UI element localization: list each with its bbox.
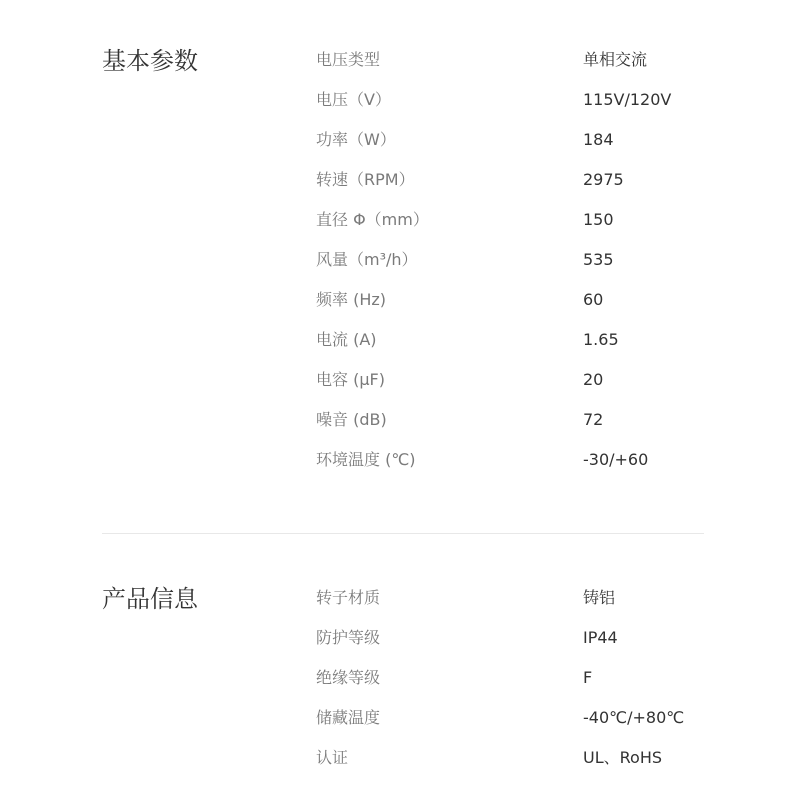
spec-row-storage-temperature — [0, 698, 800, 738]
spec-row-voltage — [0, 80, 800, 120]
spec-value: 20 — [583, 370, 604, 389]
spec-value: 铸铝 — [583, 588, 616, 607]
spec-row-power — [0, 120, 800, 160]
spec-value: F — [583, 668, 593, 687]
spec-label: 直径 Φ（mm） — [316, 210, 429, 229]
spec-label: 风量（m³/h） — [316, 250, 418, 269]
spec-label: 功率（W） — [316, 130, 396, 149]
spec-value: 535 — [583, 250, 614, 269]
spec-label: 认证 — [316, 748, 349, 767]
spec-label: 电容 (μF) — [316, 370, 385, 389]
spec-row-diameter — [0, 200, 800, 240]
spec-value: 2975 — [583, 170, 624, 189]
spec-row-protection-class — [0, 618, 800, 658]
spec-label: 噪音 (dB) — [316, 410, 387, 429]
spec-value: 115V/120V — [583, 90, 672, 109]
spec-label: 电流 (A) — [316, 330, 377, 349]
spec-row-frequency — [0, 280, 800, 320]
section-divider — [102, 533, 704, 534]
spec-value: 150 — [583, 210, 614, 229]
spec-row-speed — [0, 160, 800, 200]
spec-value: -30/+60 — [583, 450, 649, 469]
spec-value: 184 — [583, 130, 614, 149]
spec-row-ambient-temperature — [0, 440, 800, 480]
spec-label: 电压（V） — [316, 90, 391, 109]
spec-row-noise — [0, 400, 800, 440]
spec-label: 频率 (Hz) — [316, 290, 387, 309]
spec-label: 绝缘等级 — [316, 668, 381, 687]
spec-label: 电压类型 — [316, 50, 381, 69]
spec-value: 72 — [583, 410, 604, 429]
spec-row-voltage-type — [0, 40, 800, 80]
spec-value: 60 — [583, 290, 604, 309]
section-title-product-info: 产品信息 — [102, 585, 198, 613]
spec-label: 环境温度 (℃) — [316, 450, 416, 469]
spec-label: 转速（RPM） — [316, 170, 415, 189]
spec-value: UL、RoHS — [583, 748, 663, 767]
spec-row-rotor-material — [0, 578, 800, 618]
spec-row-insulation-class — [0, 658, 800, 698]
spec-value: 单相交流 — [583, 50, 648, 69]
spec-row-capacitance — [0, 360, 800, 400]
section-title-basic-parameters: 基本参数 — [102, 47, 198, 75]
spec-label: 储藏温度 — [316, 708, 381, 727]
spec-value: -40℃/+80℃ — [583, 708, 685, 727]
spec-value: IP44 — [583, 628, 618, 647]
spec-label: 转子材质 — [316, 588, 381, 607]
spec-row-certification — [0, 738, 800, 778]
spec-label: 防护等级 — [316, 628, 381, 647]
spec-value: 1.65 — [583, 330, 619, 349]
spec-row-current — [0, 320, 800, 360]
spec-row-airflow — [0, 240, 800, 280]
